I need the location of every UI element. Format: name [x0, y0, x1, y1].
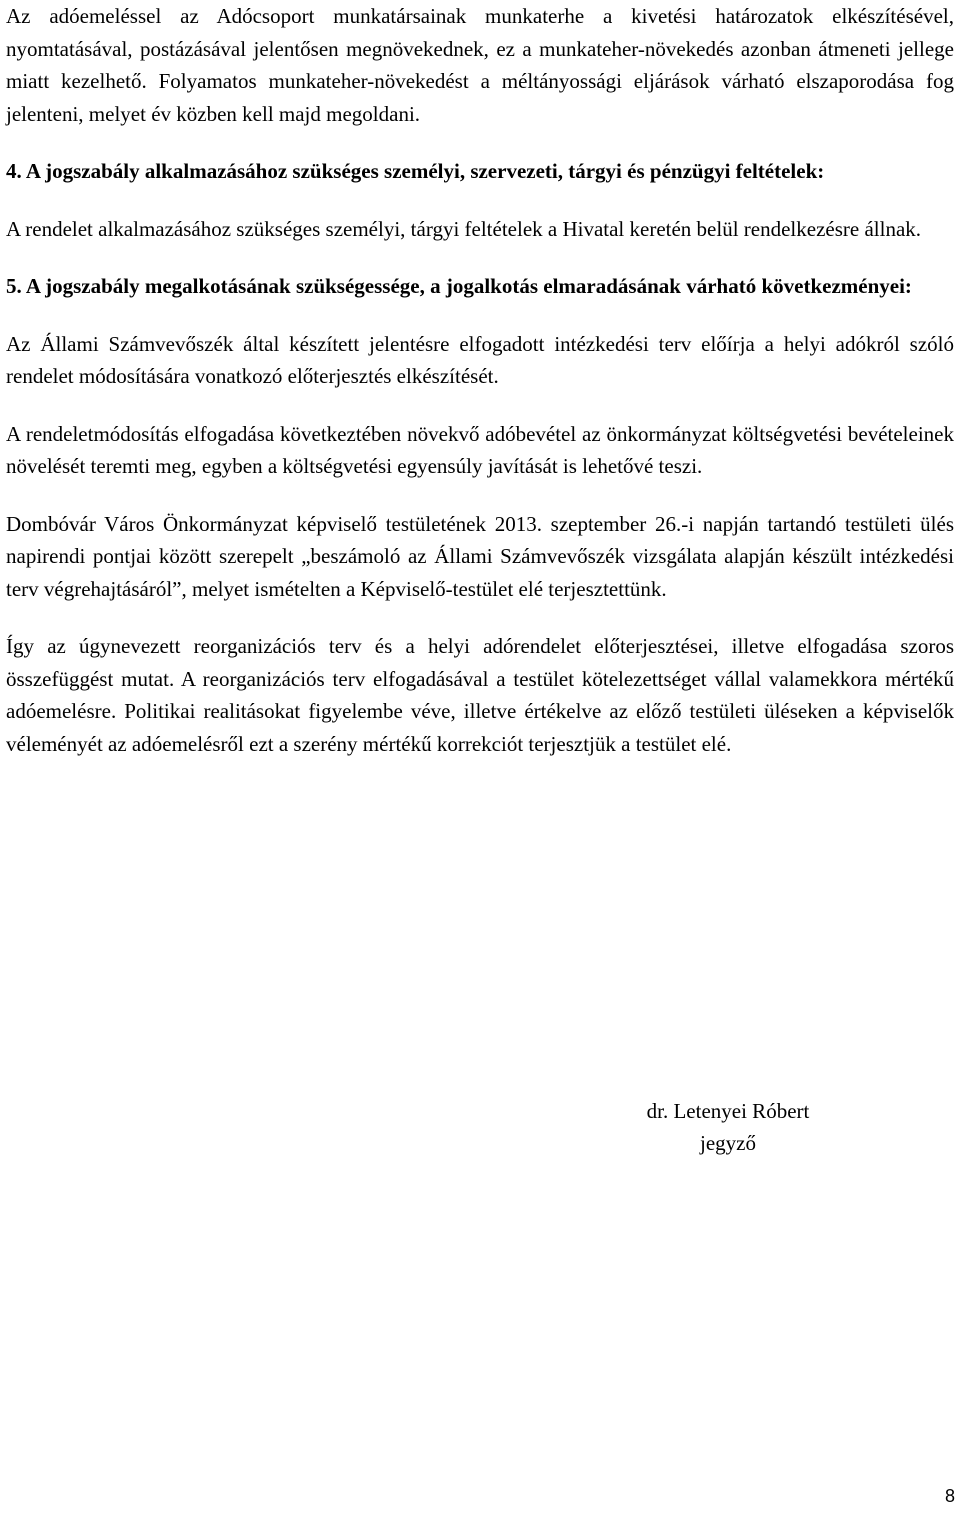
signature-title: jegyző: [700, 1131, 756, 1155]
section-5-paragraph-2: A rendeletmódosítás elfogadása következtében növekvő adóbevétel az önkormányzat költségvetési bevételeinek növelését teremti meg, egyben a költségvetési egyensúly javítását is lehetővé teszi.: [6, 421, 954, 478]
page-number: 8: [944, 1486, 955, 1506]
section-4-heading: 4. A jogszabály alkalmazásához szükséges személyi, szervezeti, tárgyi és pénzügyi feltételek:: [6, 159, 825, 183]
section-5-paragraph-3: Dombóvár Város Önkormányzat képviselő testületének 2013. szeptember 26.-i napján tartandó testületi ülés napirendi pontjai között szerepelt „beszámoló az Állami Számvevőszék vizsgálata alapján készült intézkedési terv végrehajtásáról”, melyet ismételten a Képviselő-testület elé terjesztettünk.: [6, 511, 954, 601]
document-body: [6, 0, 954, 760]
signature-name: dr. Letenyei Róbert: [646, 1099, 810, 1123]
signature-block: [598, 1095, 858, 1159]
intro-paragraph: Az adóemeléssel az Adócsoport munkatársainak munkaterhe a kivetési határozatok elkészítésével, nyomtatásával, postázásával jelentősen megnövekednek, ez a munkateher-növekedés azonban átmeneti jellege miatt kezelhető. Folyamatos munkateher-növekedést a méltányossági eljárások várható elszaporodása fog jelenteni, melyet év közben kell majd megoldani.: [6, 4, 954, 126]
section-5-heading: 5. A jogszabály megalkotásának szükségessége, a jogalkotás elmaradásának várható következményei:: [6, 274, 912, 298]
section-4-paragraph: A rendelet alkalmazásához szükséges személyi, tárgyi feltételek a Hivatal keretén belül rendelkezésre állnak.: [6, 216, 922, 241]
section-5-paragraph-1: Az Állami Számvevőszék által készített jelentésre elfogadott intézkedési terv előírja a helyi adókról szóló rendelet módosítására vonatkozó előterjesztés elkészítését.: [6, 331, 954, 388]
section-5-paragraph-4: Így az úgynevezett reorganizációs terv és a helyi adórendelet előterjesztései, illetve elfogadása szoros összefüggést mutat. A reorganizációs terv elfogadásával a testület kötelezettséget vállal valamekkora mértékű adóemelésre. Politikai realitásokat figyelembe véve, illetve értékelve az előző testületi üléseken a képviselők véleményét az adóemelésről ezt a szerény mértékű korrekciót terjesztjük a testület elé.: [6, 634, 954, 756]
